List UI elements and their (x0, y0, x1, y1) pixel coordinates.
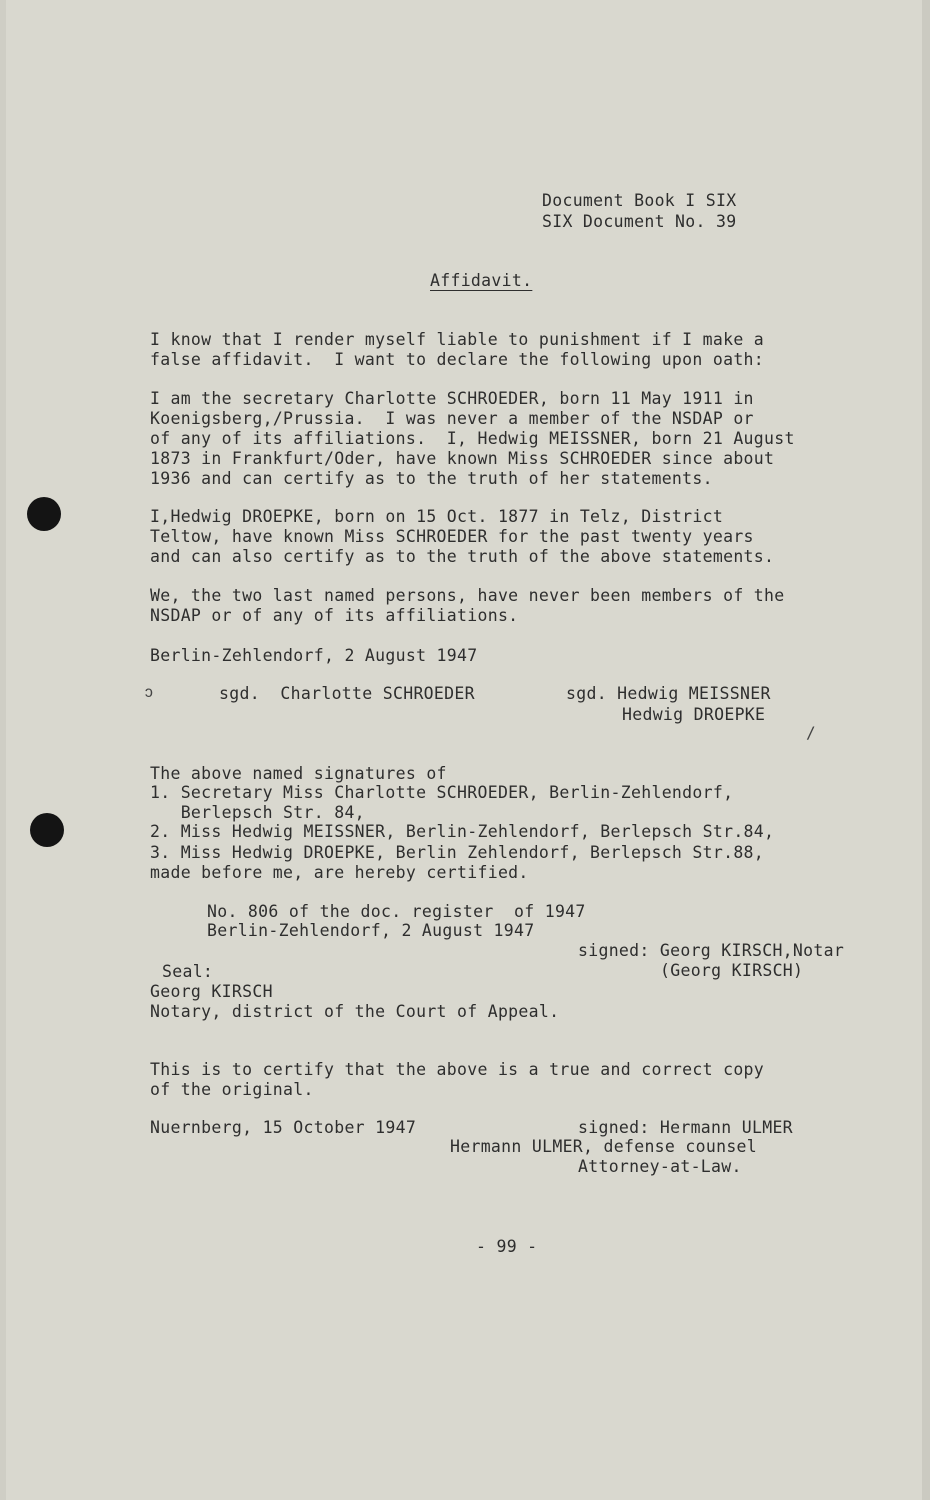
certification-line: 1. Secretary Miss Charlotte SCHROEDER, Berlin-Zehlendorf, (150, 783, 734, 802)
register-number: No. 806 of the doc. register of 1947 (207, 902, 586, 921)
paper-edge-left (0, 0, 6, 1500)
document-title: Affidavit. (430, 271, 533, 290)
signature-schroeder: sgd. Charlotte SCHROEDER (219, 684, 475, 703)
para2-line: I am the secretary Charlotte SCHROEDER, born 11 May 1911 in (150, 389, 754, 408)
counsel-place-date: Nuernberg, 15 October 1947 (150, 1118, 417, 1137)
certification-line: Berlepsch Str. 84, (150, 803, 365, 822)
header-document-no: SIX Document No. 39 (542, 212, 737, 231)
pencil-tick-mark: / (806, 723, 816, 742)
certification-line: 3. Miss Hedwig DROEPKE, Berlin Zehlendorf, Berlepsch Str.88, (150, 843, 765, 862)
certification-line: 2. Miss Hedwig MEISSNER, Berlin-Zehlendorf, Berlepsch Str.84, (150, 822, 775, 841)
para2-line: 1936 and can certify as to the truth of her statements. (150, 469, 713, 488)
page-number: - 99 - (476, 1237, 538, 1256)
para1-line: I know that I render myself liable to punishment if I make a (150, 330, 765, 349)
para3-line: I,Hedwig DROEPKE, born on 15 Oct. 1877 in Telz, District (150, 507, 724, 526)
handwritten-mark: ↄ (144, 682, 154, 701)
seal-notary-name: Georg KIRSCH (150, 982, 273, 1001)
certification-line: The above named signatures of (150, 764, 447, 783)
counsel-title: Attorney-at-Law. (578, 1157, 742, 1176)
header-book: Document Book I SIX (542, 191, 737, 210)
para3-line: Teltow, have known Miss SCHROEDER for the past twenty years (150, 527, 754, 546)
notary-signed: signed: Georg KIRSCH,Notar (578, 941, 845, 960)
para4-line: We, the two last named persons, have never been members of the (150, 586, 785, 605)
punch-hole-upper (27, 497, 61, 531)
para2-line: of any of its affiliations. I, Hedwig MEISSNER, born 21 August (150, 429, 795, 448)
copy-cert-line: of the original. (150, 1080, 314, 1099)
certification-line: made before me, are hereby certified. (150, 863, 529, 882)
para1-line: false affidavit. I want to declare the following upon oath: (150, 350, 765, 369)
counsel-name: Hermann ULMER, defense counsel (450, 1137, 758, 1156)
place-date: Berlin-Zehlendorf, 2 August 1947 (150, 646, 478, 665)
para3-line: and can also certify as to the truth of the above statements. (150, 547, 775, 566)
signature-droepke: Hedwig DROEPKE (622, 705, 766, 724)
signature-meissner: sgd. Hedwig MEISSNER (566, 684, 771, 703)
seal-notary-title: Notary, district of the Court of Appeal. (150, 1002, 560, 1021)
punch-hole-lower (30, 813, 64, 847)
register-place-date: Berlin-Zehlendorf, 2 August 1947 (207, 921, 535, 940)
copy-cert-line: This is to certify that the above is a true and correct copy (150, 1060, 765, 1079)
para2-line: Koenigsberg,/Prussia. I was never a member of the NSDAP or (150, 409, 754, 428)
para4-line: NSDAP or of any of its affiliations. (150, 606, 519, 625)
notary-name: (Georg KIRSCH) (660, 961, 804, 980)
seal-label: Seal: (162, 962, 214, 981)
counsel-signed: signed: Hermann ULMER (578, 1118, 793, 1137)
para2-line: 1873 in Frankfurt/Oder, have known Miss SCHROEDER since about (150, 449, 775, 468)
paper-edge-right (922, 0, 930, 1500)
